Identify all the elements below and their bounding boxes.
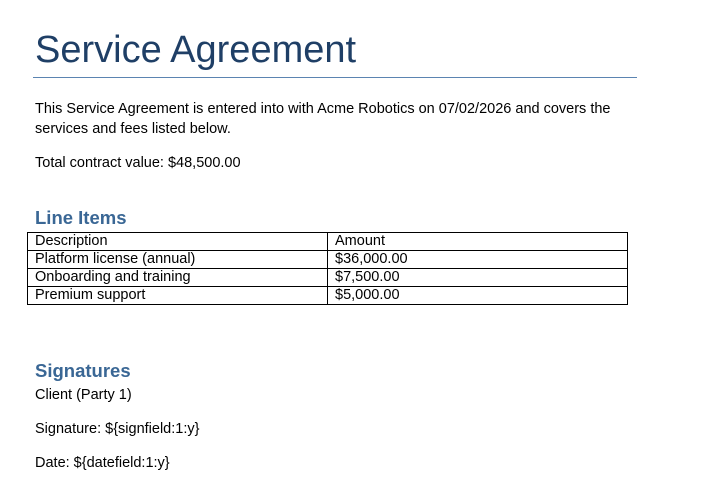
table-row: [28, 251, 628, 269]
item-description: Premium support: [28, 287, 328, 305]
page-title: Service Agreement: [35, 29, 357, 71]
table-header-row: [28, 233, 628, 251]
total-contract-value: Total contract value: $48,500.00: [35, 155, 241, 171]
table-row: [28, 287, 628, 305]
line-items-table: [27, 232, 628, 305]
signature-field[interactable]: Signature: ${signfield:1:y}: [35, 421, 200, 437]
title-divider: [33, 77, 637, 78]
signatures-heading: Signatures: [35, 360, 131, 381]
line-items-heading: Line Items: [35, 207, 127, 228]
table-row: [28, 269, 628, 287]
item-amount: $36,000.00: [328, 251, 628, 269]
column-header-amount: Amount: [328, 233, 628, 251]
item-amount: $5,000.00: [328, 287, 628, 305]
intro-paragraph: This Service Agreement is entered into with Acme Robotics on 07/02/2026 and covers the services and fees listed below.: [35, 101, 611, 137]
date-field[interactable]: Date: ${datefield:1:y}: [35, 455, 170, 471]
column-header-description: Description: [28, 233, 328, 251]
item-description: Platform license (annual): [28, 251, 328, 269]
item-description: Onboarding and training: [28, 269, 328, 287]
item-amount: $7,500.00: [328, 269, 628, 287]
signature-party-label: Client (Party 1): [35, 387, 132, 403]
